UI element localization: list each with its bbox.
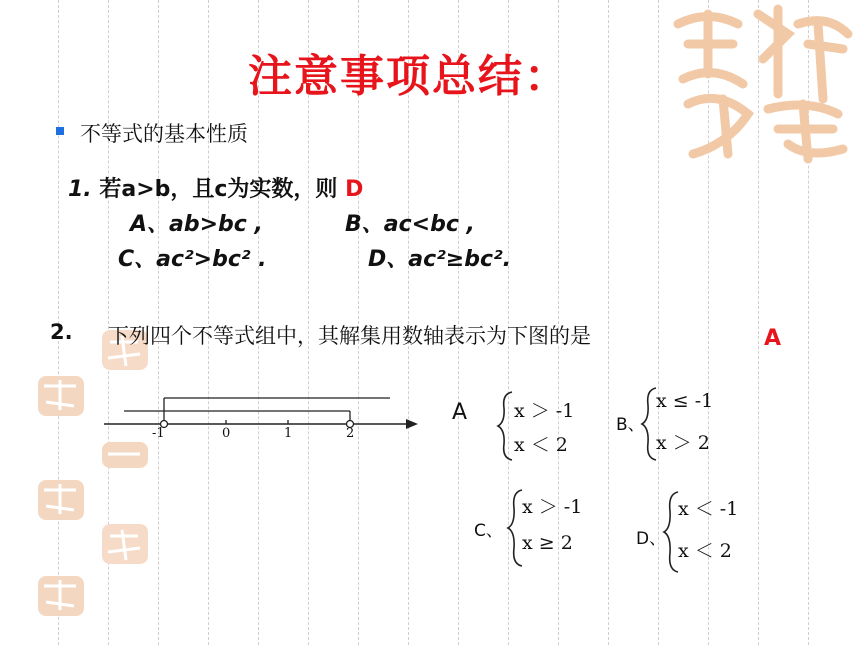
system-c-line2: x ≥ 2 [522,532,573,554]
page-title: 注意事项总结： [248,51,570,102]
system-a-line1: x ＞ -1 [514,400,575,422]
brace-icon [496,390,516,462]
tick-label-neg1: -1 [152,426,165,441]
q1-option-a: A、ab>bc , [130,212,263,237]
system-c [506,488,583,572]
system-d-line1: x ＜ -1 [678,498,739,520]
choice-label-b: B、 [616,415,645,435]
bullet-marker [56,127,64,135]
choice-label-d: D、 [636,529,667,549]
system-b [640,386,714,466]
q2-answer: A [764,326,782,351]
number-line-figure [100,380,430,454]
tick-label-2: 2 [346,426,355,441]
axis-arrow-icon [406,419,418,429]
seal-watermark-large [668,4,858,168]
q1-number: 1. [68,177,92,202]
q1-option-c: C、ac²>bc² . [118,247,267,272]
seal-watermark-small-1 [36,374,86,422]
q2-stem: 下列四个不等式组中，其解集用数轴表示为下图的是 [108,324,591,348]
choice-label-a: A [452,400,468,425]
q1-answer: D [345,177,364,202]
system-d [662,490,739,578]
q1-option-b: B、ac<bc , [345,212,475,237]
system-b-line1: x ≤ -1 [656,390,714,412]
system-b-line2: x ＞ 2 [656,432,710,454]
choice-label-c: C、 [474,521,503,541]
system-a [496,390,575,466]
q1-option-d: D、ac²≥bc². [368,247,512,272]
q1-line [68,172,363,203]
system-a-line2: x ＜ 2 [514,434,568,456]
q1-stem: 若a>b，且c为实数，则 [99,177,338,202]
seal-watermark-small-4 [36,478,86,526]
seal-watermark-small-6 [36,574,86,622]
bullet-text: 不等式的基本性质 [80,122,248,146]
tick-label-0: 0 [222,426,231,441]
q2-number: 2. [50,320,73,344]
tick-label-1: 1 [284,426,293,441]
seal-watermark-small-5 [100,522,150,570]
system-d-line2: x ＜ 2 [678,540,732,562]
system-c-line1: x ＞ -1 [522,496,583,518]
